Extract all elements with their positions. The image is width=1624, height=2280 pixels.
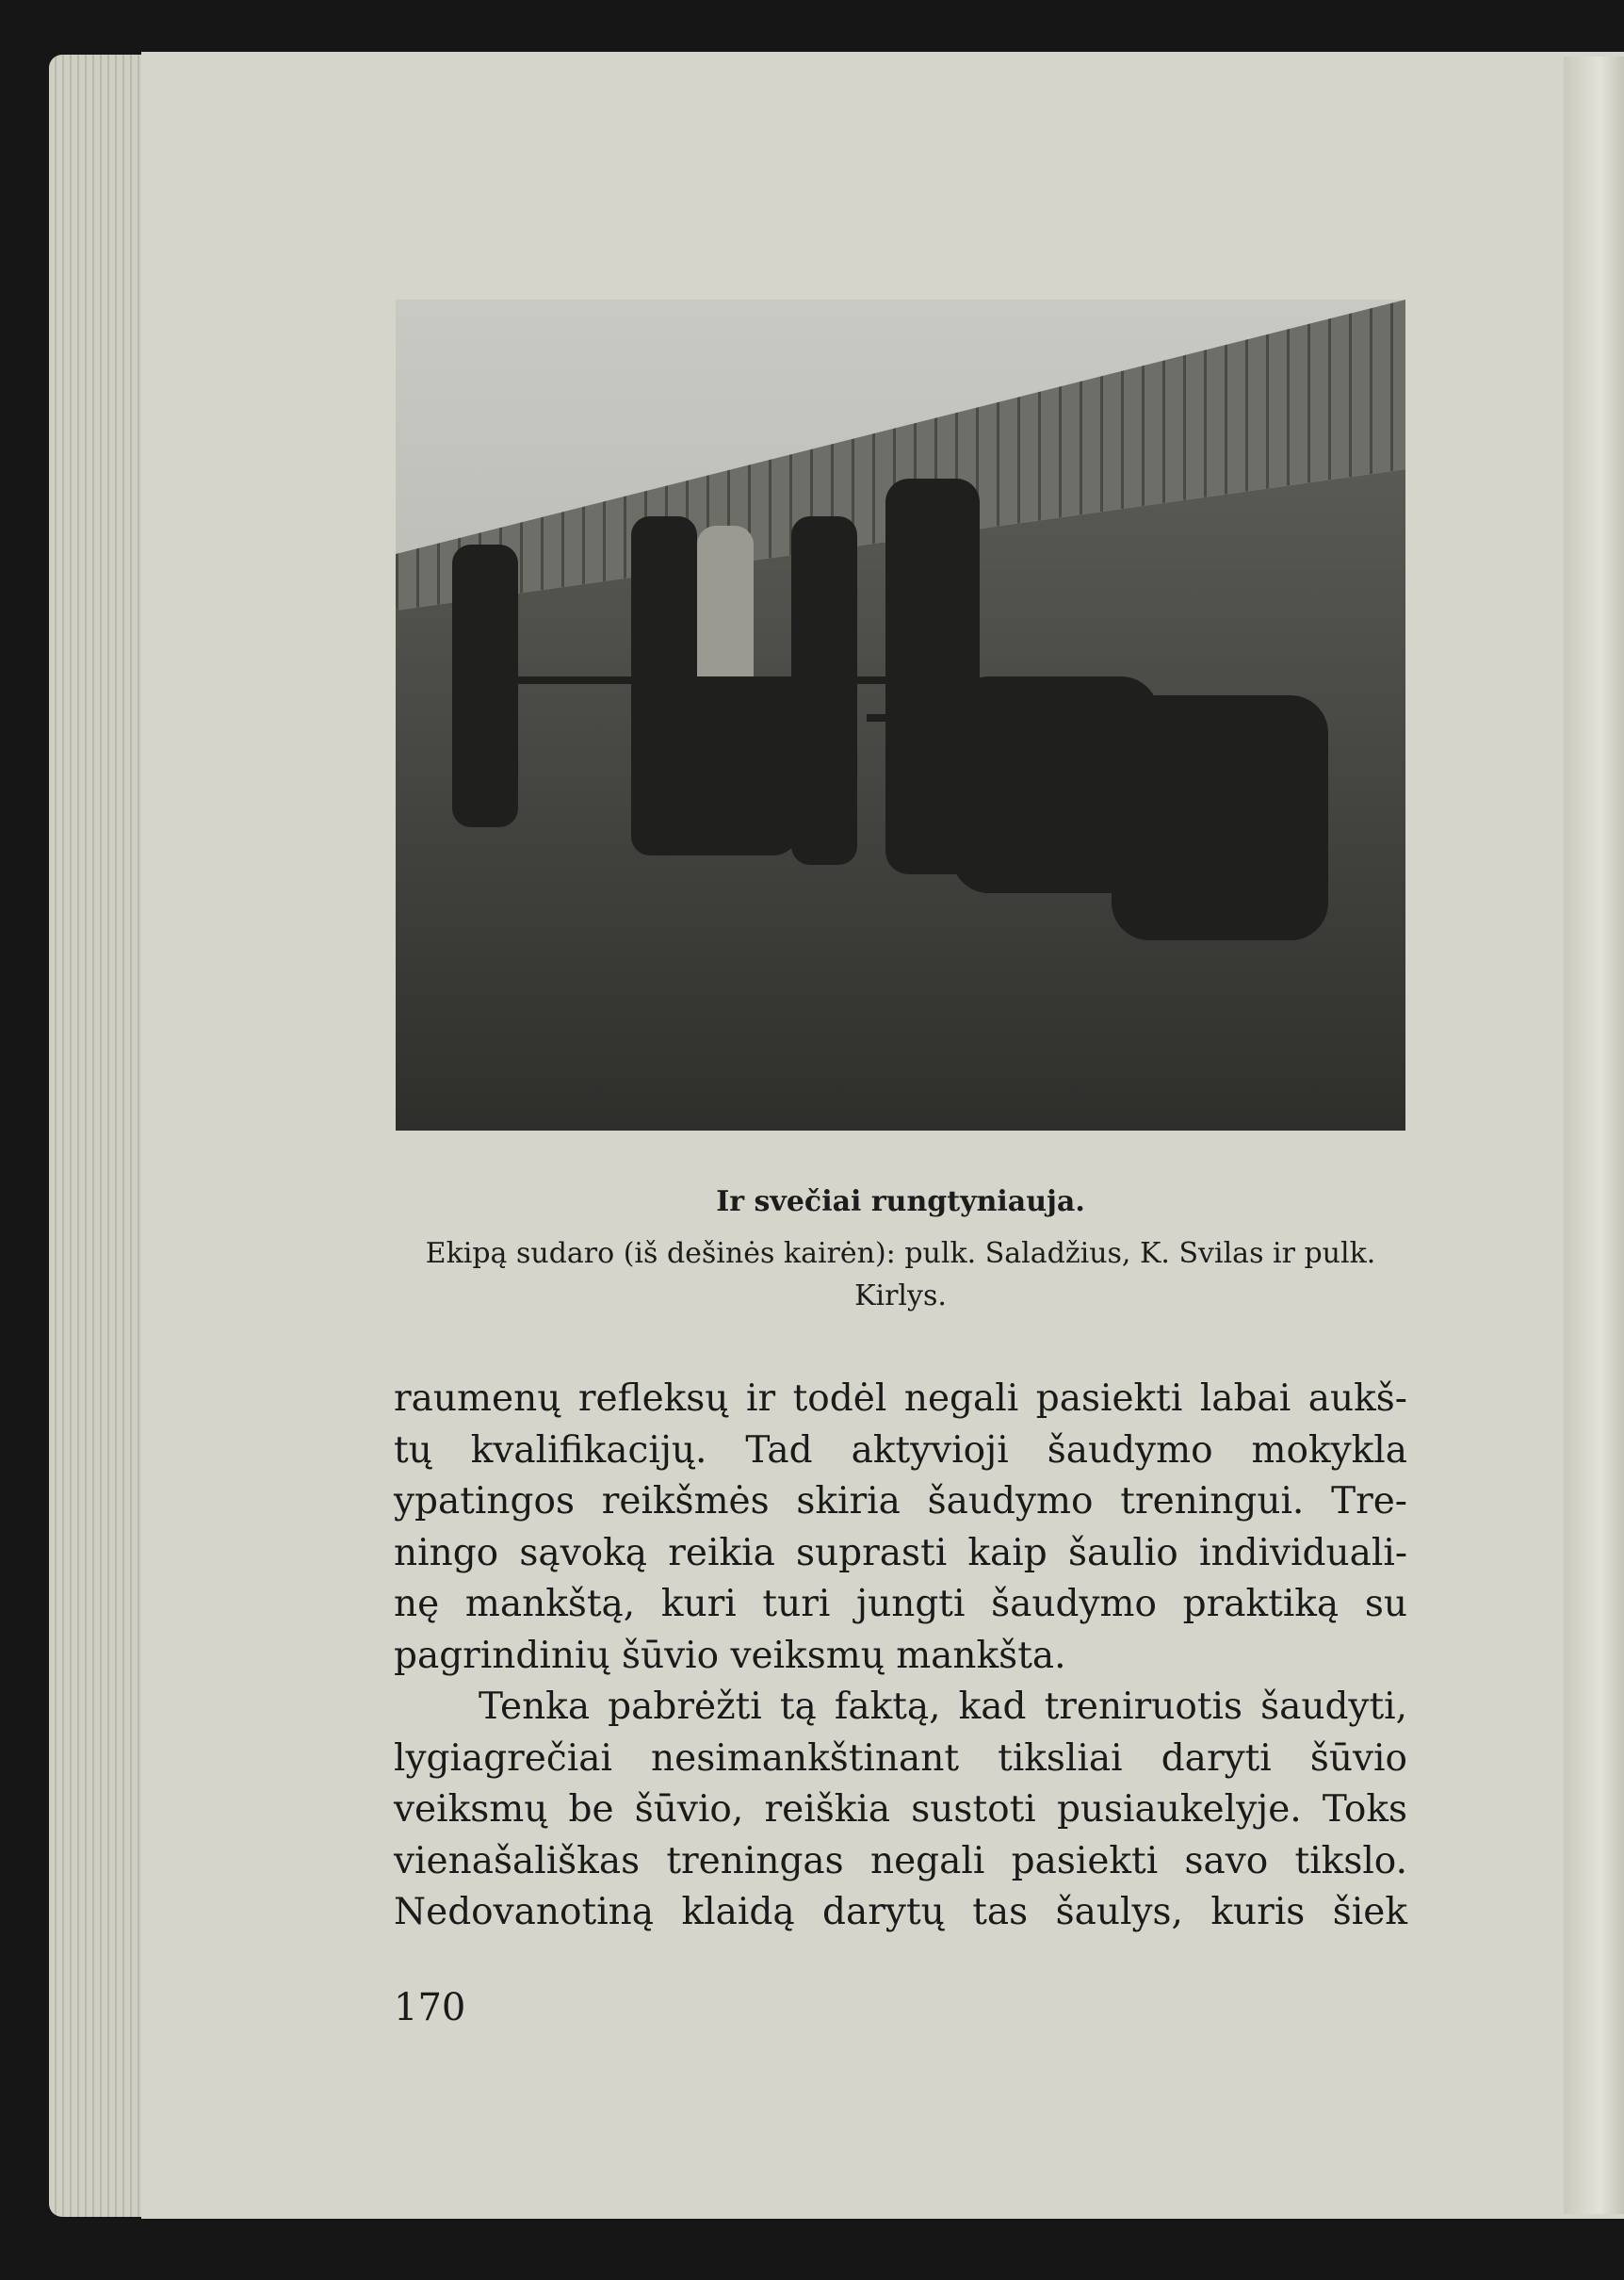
text-line: ningo sąvoką reikia suprasti kaip šaulio individuali- [394, 1531, 1407, 1574]
page-edges [49, 55, 143, 2217]
paragraph-2 [394, 1682, 1407, 1939]
text-line: vienašališkas treningas negali pasiekti savo tikslo. [394, 1839, 1407, 1882]
text-line: Nedovanotiną klaidą darytų tas šaulys, kuris šiek [394, 1891, 1407, 1933]
text-line: pagrindinių šūvio veiksmų mankšta. [394, 1634, 1066, 1677]
text-line: veiksmų be šūvio, reiškia sustoti pusiaukelyje. Toks [394, 1788, 1407, 1831]
text-line: tų kvalifikacijų. Tad aktyvioji šaudymo mokykla [394, 1428, 1407, 1472]
caption-title: Ir svečiai rungtyniauja. [716, 1185, 1085, 1218]
body-text [394, 1374, 1407, 1939]
photograph-shooters [396, 300, 1405, 1131]
page-curl [1564, 57, 1624, 2214]
text-line: ypatingos reikšmės skiria šaudymo treningui. Tre- [394, 1480, 1407, 1523]
caption-body: Ekipą sudaro (iš dešinės kairėn): pulk. Saladžius, K. Svilas ir pulk. Kirlys. [425, 1237, 1376, 1312]
text-line: raumenų refleksų ir todėl negali pasiekti labai aukš- [394, 1377, 1407, 1420]
page-number: 170 [394, 1986, 466, 2029]
text-line: lygiagrečiai nesimankštinant tiksliai daryti šūvio [394, 1736, 1407, 1780]
paragraph-1 [394, 1374, 1407, 1682]
text-line: Tenka pabrėžti tą faktą, kad treniruotis šaudyti, [479, 1686, 1407, 1728]
text-line: nę mankštą, kuri turi jungti šaudymo praktiką su [394, 1583, 1407, 1625]
